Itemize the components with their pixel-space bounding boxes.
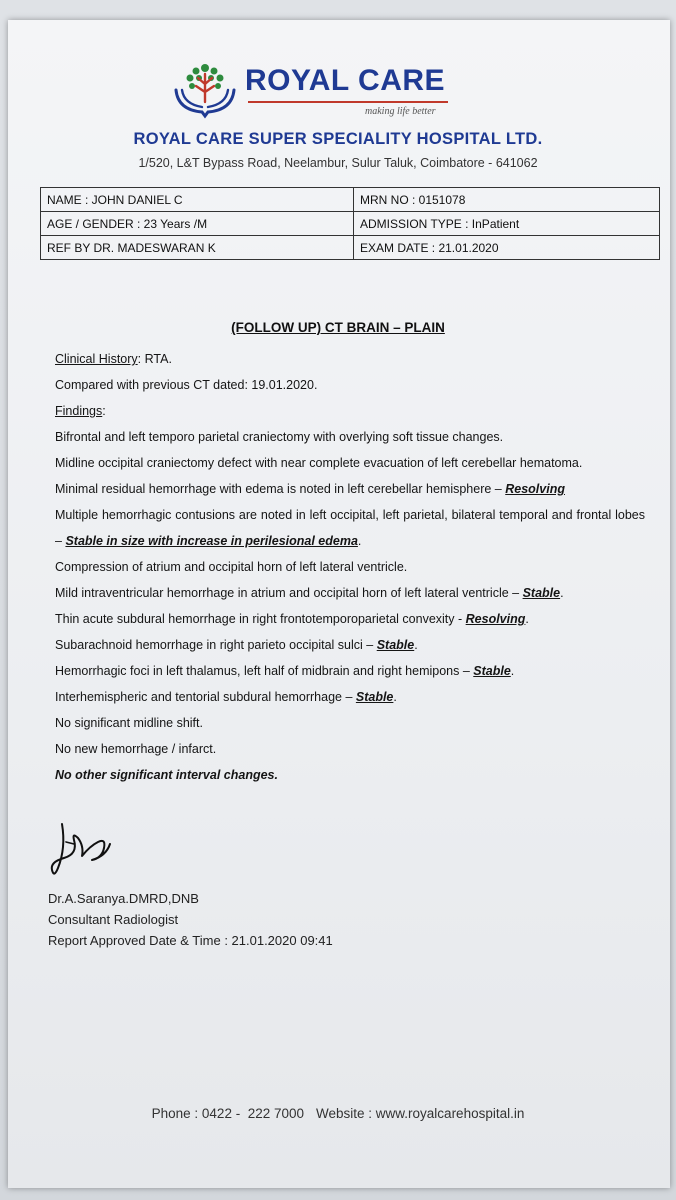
report-title bbox=[0, 320, 676, 335]
finding-item: Interhemispheric and tentorial subdural hemorrhage – Stable. bbox=[55, 690, 397, 704]
signer-block bbox=[48, 888, 333, 951]
finding-item: Subarachnoid hemorrhage in right parieto occipital sulci – Stable. bbox=[55, 638, 418, 652]
finding-text: Thin acute subdural hemorrhage in right frontotemporoparietal convexity - bbox=[55, 612, 466, 626]
patient-info-row bbox=[41, 188, 660, 212]
finding-item: No new hemorrhage / infarct. bbox=[55, 742, 217, 756]
signer-title: Consultant Radiologist bbox=[48, 912, 179, 927]
clinical-history-value: : RTA. bbox=[137, 352, 172, 366]
finding-status: Resolving bbox=[505, 482, 565, 496]
finding-status: Resolving bbox=[465, 612, 526, 626]
hospital-logo bbox=[170, 42, 470, 122]
finding-item: No other significant interval changes. bbox=[55, 768, 278, 782]
admission-type: ADMISSION TYPE : InPatient bbox=[354, 212, 660, 236]
finding-text: Multiple hemorrhagic contusions are noted in left occipital, left parietal, bilateral temporal and frontal lobes – bbox=[55, 508, 645, 548]
footer-website: Website : www.royalcarehospital.in bbox=[316, 1106, 525, 1121]
clinical-history bbox=[55, 346, 645, 372]
hospital-address: 1/520, L&T Bypass Road, Neelambur, Sulur Taluk, Coimbatore - 641062 bbox=[138, 156, 538, 170]
age-gender: AGE / GENDER : 23 Years /M bbox=[41, 212, 354, 236]
tree-hands-logo-icon bbox=[172, 60, 238, 122]
findings-label: Findings bbox=[55, 404, 103, 418]
patient-info-row bbox=[41, 236, 660, 260]
findings-heading: Findings: bbox=[55, 404, 106, 418]
finding-item: Compression of atrium and occipital horn of left lateral ventricle. bbox=[55, 560, 408, 574]
finding-item: Midline occipital craniectomy defect with near complete evacuation of left cerebellar hematoma. bbox=[55, 456, 583, 470]
finding-text: Mild intraventricular hemorrhage in atrium and occipital horn of left lateral ventricle – bbox=[55, 586, 523, 600]
referring-doctor: REF BY DR. MADESWARAN K bbox=[41, 236, 354, 260]
patient-name: NAME : JOHN DANIEL C bbox=[41, 188, 354, 212]
finding-item: Multiple hemorrhagic contusions are noted in left occipital, left parietal, bilateral temporal and frontal lobes – Stable in size with increase in perilesional edema. bbox=[55, 508, 645, 548]
finding-status: Stable bbox=[376, 638, 415, 652]
finding-text: Hemorrhagic foci in left thalamus, left half of midbrain and right hemipons – bbox=[55, 664, 474, 678]
finding-text: Minimal residual hemorrhage with edema is noted in left cerebellar hemisphere – bbox=[55, 482, 506, 496]
finding-status: Stable bbox=[522, 586, 561, 600]
footer-phone: Phone : 0422 - 222 7000 bbox=[151, 1106, 305, 1121]
report-title-text: (FOLLOW UP) CT BRAIN – PLAIN bbox=[231, 320, 445, 335]
signer-name: Dr.A.Saranya.DMRD,DNB bbox=[48, 891, 199, 906]
exam-date: EXAM DATE : 21.01.2020 bbox=[354, 236, 660, 260]
signature-icon bbox=[44, 818, 124, 884]
clinical-history-label: Clinical History bbox=[55, 352, 138, 366]
finding-status: Stable bbox=[473, 664, 511, 678]
patient-info-table bbox=[40, 187, 660, 260]
hospital-name: ROYAL CARE SUPER SPECIALITY HOSPITAL LTD. bbox=[133, 130, 543, 148]
finding-item: Thin acute subdural hemorrhage in right frontotemporoparietal convexity - Resolving. bbox=[55, 612, 529, 626]
mrn-number: MRN NO : 0151078 bbox=[354, 188, 660, 212]
finding-text: Interhemispheric and tentorial subdural hemorrhage – bbox=[55, 690, 356, 704]
brand-name: ROYAL CARE bbox=[245, 64, 446, 97]
finding-item: No significant midline shift. bbox=[55, 716, 203, 730]
finding-item: Bifrontal and left temporo parietal craniectomy with overlying soft tissue changes. bbox=[55, 430, 504, 444]
patient-info-row bbox=[41, 212, 660, 236]
brand-tagline: making life better bbox=[365, 106, 436, 117]
finding-item: Mild intraventricular hemorrhage in atrium and occipital horn of left lateral ventricle – Stable. bbox=[55, 586, 564, 600]
report-body bbox=[55, 346, 645, 788]
comparison-note: Compared with previous CT dated: 19.01.2020. bbox=[55, 378, 318, 392]
footer bbox=[0, 1106, 676, 1121]
finding-text: Subarachnoid hemorrhage in right parieto occipital sulci – bbox=[55, 638, 377, 652]
finding-status: Stable in size with increase in perilesional edema bbox=[65, 534, 358, 548]
report-approved-datetime: Report Approved Date & Time : 21.01.2020 09:41 bbox=[48, 933, 333, 948]
finding-item bbox=[55, 476, 645, 502]
finding-status: Stable bbox=[355, 690, 394, 704]
brand-underline bbox=[248, 101, 448, 103]
finding-item: Hemorrhagic foci in left thalamus, left half of midbrain and right hemipons – Stable. bbox=[55, 664, 515, 678]
